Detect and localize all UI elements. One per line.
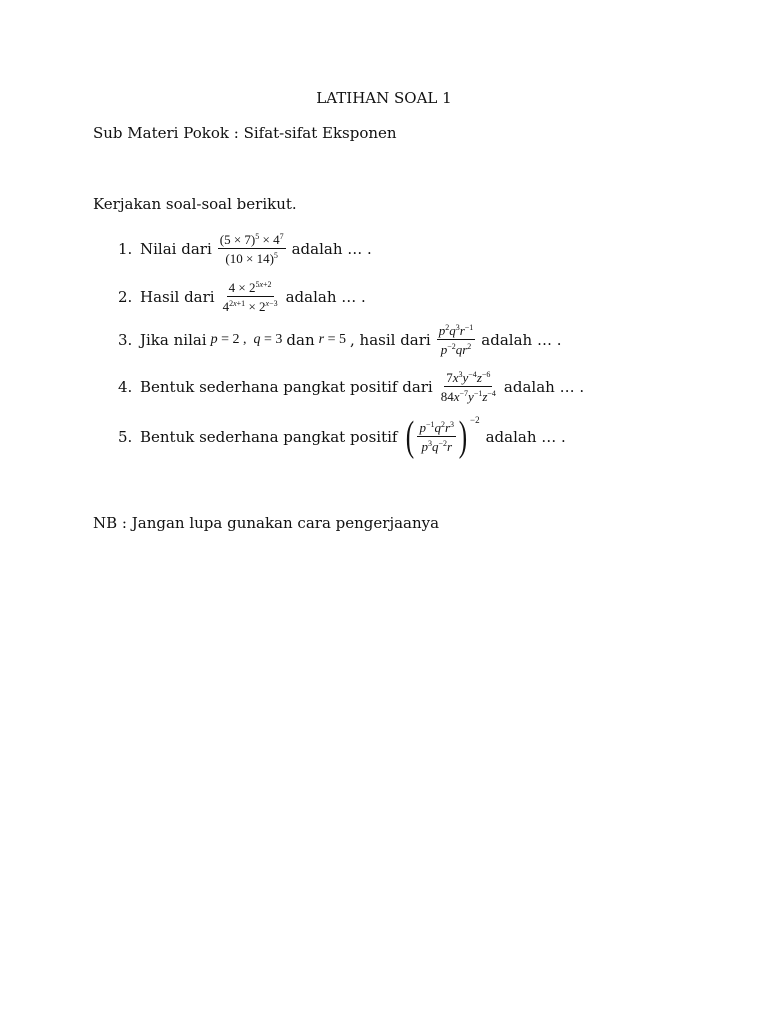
question-number: 4. — [118, 378, 133, 396]
question-text: Hasil dari — [140, 288, 215, 306]
question-suffix: adalah … . — [481, 331, 562, 349]
question-text-mid: dan — [286, 331, 315, 349]
instruction-text: Kerjakan soal-soal berikut. — [93, 195, 297, 213]
question-suffix: adalah … . — [285, 288, 366, 306]
question-text-mid: , hasil dari — [350, 331, 431, 349]
document-title: LATIHAN SOAL 1 — [316, 89, 452, 107]
document-subtitle: Sub Materi Pokok : Sifat-sifat Eksponen — [93, 124, 397, 142]
question-number: 2. — [118, 288, 133, 306]
question-number: 1. — [118, 240, 133, 258]
math-expression: p = 2 , q = 3 — [210, 332, 283, 347]
question-suffix: adalah … . — [503, 378, 585, 396]
question-suffix: adalah … . — [485, 428, 566, 446]
question-1 — [118, 229, 372, 269]
question-number: 3. — [118, 331, 133, 349]
question-text: Nilai dari — [140, 240, 212, 258]
math-expression: $\frac{(5 \times 7)^5 \times 4^7}{(10 \times 14)^5}$ — [219, 232, 284, 266]
math-expression: $\frac{7x^3y^{-4}z^{-6}}{84x^{-7}y^{-1}z^{-4}}$ — [440, 370, 496, 404]
question-text: Bentuk sederhana pangkat positif dari — [140, 378, 433, 396]
question-5 — [118, 414, 566, 460]
math-expression: $\frac{p^2q^3r^{-1}}{p^{-2}qr^2}$ — [438, 323, 474, 357]
question-number: 5. — [118, 428, 133, 446]
question-4 — [118, 367, 584, 407]
question-suffix: adalah … . — [291, 240, 372, 258]
math-expression: ( $\frac{p^{-1}q^2r^3}{p^3q^{-2}r}$ ) −2 — [406, 414, 480, 460]
question-2 — [118, 277, 366, 317]
question-3 — [118, 320, 562, 360]
note-text: NB : Jangan lupa gunakan cara pengerjaanya — [93, 514, 440, 532]
math-expression: r = 5 — [318, 332, 346, 347]
question-text: Jika nilai — [140, 331, 207, 349]
math-expression: $\frac{4 \times 2^{5x+2}}{4^{2x+1} \times 2^{x-3}}$ — [222, 280, 278, 314]
question-text: Bentuk sederhana pangkat positif — [140, 428, 398, 446]
